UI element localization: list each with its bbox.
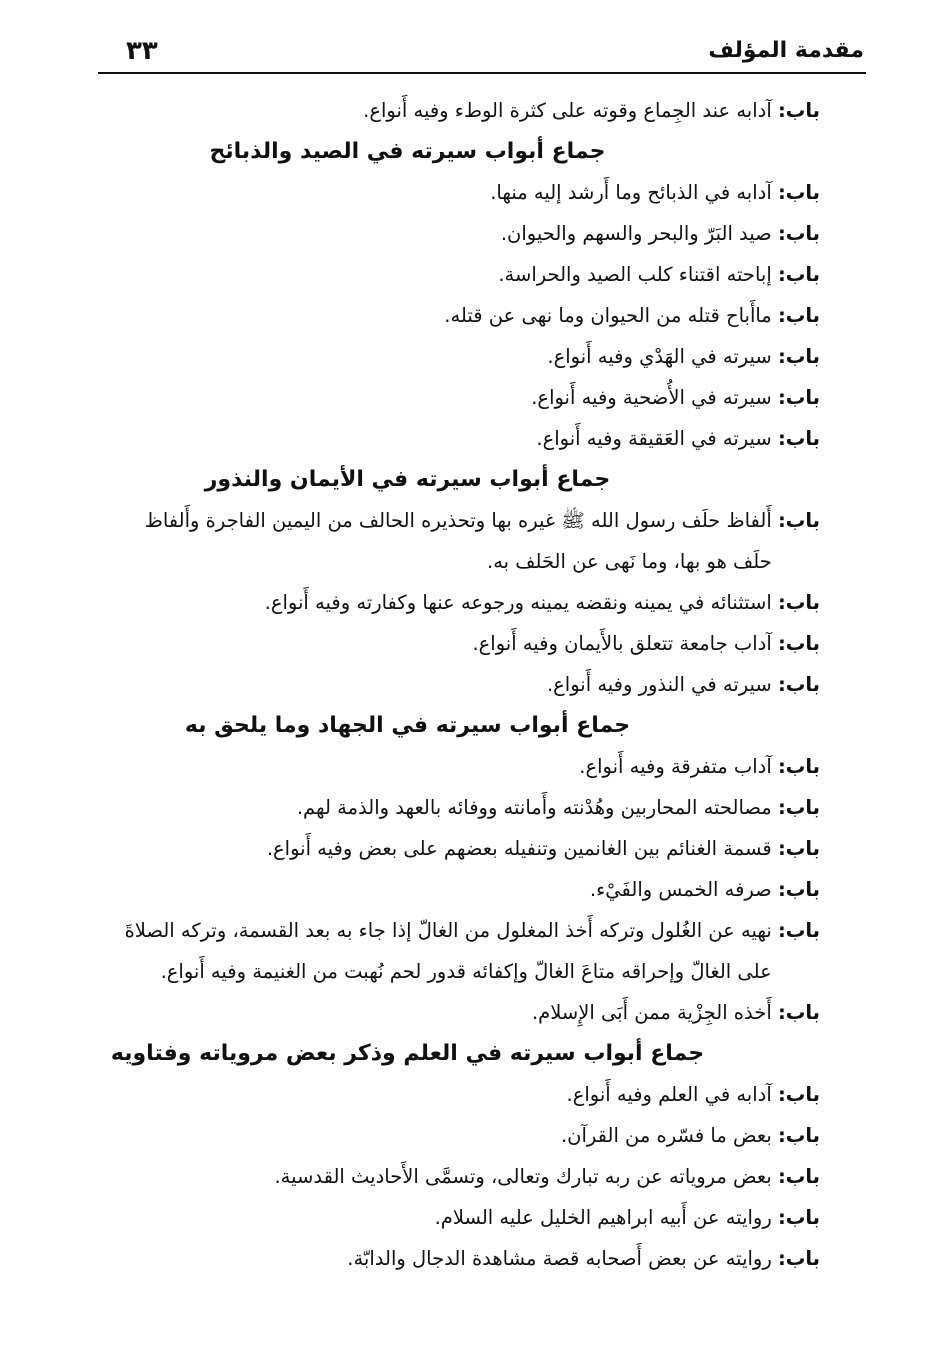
bab-label: باب:	[777, 755, 820, 778]
bab-text: بعض ما فسّره من القرآن.	[560, 1124, 772, 1147]
bab-entry	[105, 869, 820, 910]
bab-entry	[105, 746, 820, 787]
bab-text: سيرته في الأُضحية وفيه أَنواع.	[531, 386, 772, 409]
bab-text: آداب جامعة تتعلق بالأَيمان وفيه أَنواع.	[472, 632, 772, 655]
bab-text: إباحته اقتناء كلب الصيد والحراسة.	[498, 263, 772, 286]
bab-entry	[105, 418, 820, 459]
running-header	[100, 36, 864, 70]
bab-text: آدابه عند الجِماع وقوته على كثرة الوطء وفيه أَنواع.	[363, 99, 772, 122]
bab-entry	[105, 90, 820, 131]
bab-label: باب:	[777, 304, 820, 327]
bab-label: باب:	[777, 99, 820, 122]
bab-entry	[105, 1238, 820, 1279]
bab-label: باب:	[777, 263, 820, 286]
bab-label: باب:	[777, 427, 820, 450]
bab-entry	[105, 910, 820, 992]
bab-label: باب:	[777, 222, 820, 245]
section-heading: جماع أبواب سيرته في الجهاد وما يلحق به	[184, 713, 631, 738]
bab-text: ماأَباح قتله من الحيوان وما نهى عن قتله.	[444, 304, 772, 327]
bab-entry	[105, 1156, 820, 1197]
bab-text: أَلفاظ حلَف رسول الله ﷺ غيره بها وتحذيره الحالف من اليمين الفاجرة وأَلفاظ حلَف هو بها، وما نَهى عن الحَلف به.	[144, 509, 772, 573]
bab-label: باب:	[777, 1001, 820, 1024]
bab-label: باب:	[777, 632, 820, 655]
bab-label: باب:	[777, 878, 820, 901]
bab-entry	[105, 828, 820, 869]
bab-label: باب:	[777, 1124, 820, 1147]
bab-entry	[105, 213, 820, 254]
bab-entry	[105, 992, 820, 1033]
section-heading: جماع أبواب سيرته في الصيد والذبائح	[209, 139, 606, 164]
bab-text: سيرته في النذور وفيه أَنواع.	[546, 673, 772, 696]
bab-text: استثنائه في يمينه ونقضه يمينه ورجوعه عنها وكفارته وفيه أَنواع.	[264, 591, 772, 614]
bab-text: صيد البَرّ والبحر والسهم والحيوان.	[500, 222, 772, 245]
bab-entry	[105, 664, 820, 705]
bab-text: آداب متفرقة وفيه أَنواع.	[579, 755, 772, 778]
bab-text: قسمة الغنائم بين الغانمين وتنفيله بعضهم على بعض وفيه أَنواع.	[266, 837, 772, 860]
bab-label: باب:	[777, 386, 820, 409]
bab-text: روايته عن بعض أَصحابه قصة مشاهدة الدجال والدابّة.	[347, 1247, 772, 1270]
bab-label: باب:	[777, 591, 820, 614]
bab-text: سيرته في العَقيقة وفيه أَنواع.	[536, 427, 772, 450]
bab-entry	[105, 623, 820, 664]
bab-entry	[105, 377, 820, 418]
bab-entry	[105, 787, 820, 828]
bab-label: باب:	[777, 1247, 820, 1270]
document-body	[105, 90, 820, 1279]
section-heading: جماع أبواب سيرته في العلم وذكر بعض مروياته وفتاويه	[110, 1041, 705, 1066]
bab-label: باب:	[777, 919, 820, 942]
bab-text: بعض مروياته عن ربه تبارك وتعالى، وتسمَّى الأَحاديث القدسية.	[274, 1165, 772, 1188]
bab-text: صرفه الخمس والفَيْء.	[589, 878, 772, 901]
bab-label: باب:	[777, 181, 820, 204]
bab-entry	[105, 295, 820, 336]
bab-text: أَخذه الجِزْية ممن أَبَى الإِسلام.	[531, 1001, 772, 1024]
bab-entry	[105, 254, 820, 295]
bab-text: آدابه في الذبائح وما أَرشد إليه منها.	[490, 181, 772, 204]
bab-label: باب:	[777, 673, 820, 696]
bab-label: باب:	[777, 796, 820, 819]
bab-label: باب:	[777, 1165, 820, 1188]
header-rule	[98, 72, 866, 74]
bab-entry	[105, 500, 820, 582]
bab-label: باب:	[777, 837, 820, 860]
bab-entry	[105, 1115, 820, 1156]
bab-label: باب:	[777, 509, 820, 532]
bab-text: سيرته في الهَدْي وفيه أَنواع.	[547, 345, 772, 368]
bab-entry	[105, 1074, 820, 1115]
bab-text: آدابه في العلم وفيه أَنواع.	[566, 1083, 772, 1106]
bab-label: باب:	[777, 1206, 820, 1229]
bab-text: روايته عن أَبيه ابراهيم الخليل عليه السلام.	[434, 1206, 772, 1229]
bab-text: مصالحته المحاربين وهُدْنته وأَمانته ووفائه بالعهد والذمة لهم.	[296, 796, 772, 819]
bab-entry	[105, 172, 820, 213]
chapter-title: مقدمة المؤلف	[708, 38, 864, 63]
bab-entry	[105, 336, 820, 377]
bab-label: باب:	[777, 345, 820, 368]
page-number: ٣٣	[126, 36, 158, 66]
bab-entry	[105, 582, 820, 623]
bab-label: باب:	[777, 1083, 820, 1106]
bab-entry	[105, 1197, 820, 1238]
bab-text: نهيه عن الغُلول وتركه أَخذ المغلول من الغالّ إذا جاء به بعد القسمة، وتركه الصلاةَ على الغالّ وإحراقه متاعَ الغالّ وإكفائه قدور لحم نُهبت من الغنيمة وفيه أَنواع.	[124, 919, 772, 983]
section-heading: جماع أبواب سيرته في الأيمان والنذور	[204, 467, 611, 492]
